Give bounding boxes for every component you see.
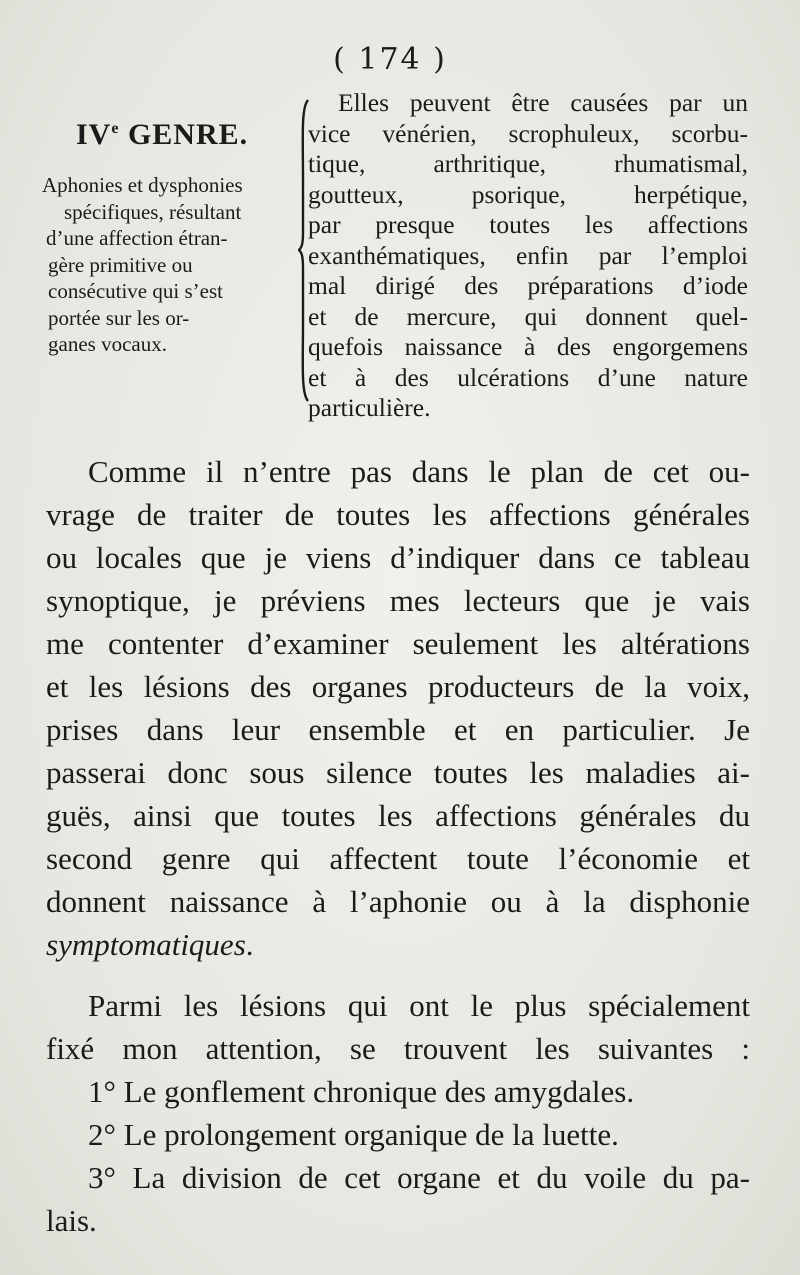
genre-causes-line: et de mercure, qui donnent quel- — [308, 301, 748, 331]
genre-description-line: spécifiques, résultant — [64, 199, 242, 224]
genre-causes-line: exanthématiques, enfin par l’emploi — [308, 240, 748, 270]
genre-heading — [76, 118, 292, 152]
page-number: ( 174 ) — [333, 42, 447, 77]
list-item: 1° Le gonflement chronique des amygdales. — [88, 1074, 635, 1109]
italic-term: symptomatiques — [46, 927, 246, 962]
genre-description — [42, 172, 292, 358]
genre-causes-line: vice vénérien, scrophuleux, scorbu- — [308, 118, 748, 148]
paragraph-1-line: vrage de traiter de toutes les affections générales — [46, 497, 750, 532]
genre-causes-line: Elles peuvent être causées par un — [338, 88, 748, 117]
paragraph-1-line: guës, ainsi que toutes les affections générales du — [46, 798, 750, 833]
paragraph-2-line: Parmi les lésions qui ont le plus spécialement — [88, 988, 750, 1023]
genre-causes-line: goutteux, psorique, herpétique, — [308, 179, 748, 209]
paragraph-1-line: prises dans leur ensemble et en particulier. Je — [46, 712, 750, 747]
list-item-continuation: lais. — [46, 1203, 97, 1238]
genre-causes-line: quefois naissance à des engorgemens — [308, 332, 748, 361]
paragraph-1-line: passerai donc sous silence toutes les maladies ai- — [46, 755, 750, 790]
genre-numeral-superscript: e — [111, 120, 120, 137]
paragraph-gap — [46, 966, 750, 984]
paragraph-1-line: synoptique, je préviens mes lecteurs que je vais — [46, 583, 750, 618]
paragraph-1-line: Comme il n’entre pas dans le plan de cet ou- — [88, 454, 750, 489]
genre-description-line: consécutive qui s’est — [48, 279, 223, 303]
paragraph-1-line: et les lésions des organes producteurs de la voix, — [46, 669, 750, 704]
genre-causes-line: et à des ulcérations d’une nature — [308, 362, 748, 392]
genre-word: GENRE. — [119, 118, 249, 151]
paragraph-1-line: donnent naissance à l’aphonie ou à la disphonie — [46, 884, 750, 919]
paragraph-2-line: fixé mon attention, se trouvent les suivantes : — [46, 1031, 750, 1066]
paragraph-1-line: ou locales que je viens d’indiquer dans ce tableau — [46, 540, 750, 575]
genre-numeral: IV — [76, 118, 112, 151]
paragraph-1-line: me contenter d’examiner seulement les altérations — [46, 626, 750, 661]
genre-description-line: portée sur les or- — [48, 305, 190, 330]
genre-description-line: d’une affection étran- — [46, 226, 228, 250]
genre-causes-line: par presque toutes les affections — [308, 210, 748, 239]
genre-sidebar — [42, 118, 292, 358]
list-item: 2° Le prolongement organique de la luette. — [88, 1117, 619, 1152]
main-body-text — [46, 450, 750, 1242]
genre-causes-line: particulière. — [308, 393, 431, 422]
paragraph-1-end-punctuation: . — [245, 927, 254, 962]
genre-causes-text — [308, 88, 748, 424]
paragraph-1-line: second genre qui affectent toute l’économie et — [46, 841, 750, 876]
genre-description-line: gère primitive ou — [48, 252, 193, 277]
list-item: 3° La division de cet organe et du voile du pa- — [88, 1160, 750, 1195]
genre-causes-line: tique, arthritique, rhumatismal, — [308, 149, 748, 178]
genre-description-line: ganes vocaux. — [48, 332, 167, 356]
paragraph-1-last-line — [46, 923, 750, 966]
genre-causes-line: mal dirigé des préparations d’iode — [308, 271, 748, 300]
genre-description-line: Aphonies et dysphonies — [42, 173, 243, 197]
